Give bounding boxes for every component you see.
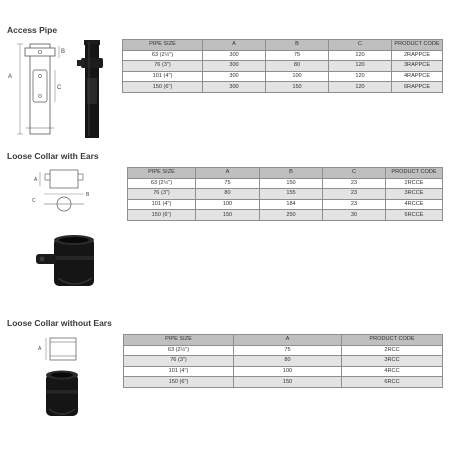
table-cell: 75	[196, 178, 260, 189]
table-row	[123, 61, 443, 72]
access-pipe-product-image	[77, 38, 105, 140]
table-row	[123, 50, 443, 61]
table-cell: 6RCCE	[386, 210, 443, 221]
table-row	[124, 366, 443, 377]
table-cell: 120	[329, 61, 392, 72]
table-row	[124, 356, 443, 367]
col-header: B	[266, 40, 329, 51]
table-cell: 101 (4")	[128, 199, 196, 210]
table-cell: 63 (2½")	[128, 178, 196, 189]
col-header: PRODUCT CODE	[386, 168, 443, 179]
dim-label-b: B	[86, 192, 90, 198]
table-cell: 6RCC	[342, 377, 443, 388]
table-cell: 100	[234, 366, 342, 377]
section-title-loose-collar-with-ears: Loose Collar with Ears	[7, 151, 99, 161]
col-header: A	[234, 335, 342, 346]
table-row	[123, 82, 443, 93]
loose-collar-no-ears-spec-table	[123, 334, 443, 388]
table-cell: 75	[234, 345, 342, 356]
table-cell: 76 (3")	[124, 356, 234, 367]
table-cell: 76 (3")	[123, 61, 203, 72]
section-title-loose-collar-without-ears: Loose Collar without Ears	[7, 318, 112, 328]
access-pipe-spec-table	[122, 39, 443, 93]
table-cell: 120	[329, 71, 392, 82]
table-cell: 150 (6")	[124, 377, 234, 388]
table-cell: 4RAPPCE	[392, 71, 443, 82]
table-cell: 120	[329, 50, 392, 61]
table-cell: 4RCCE	[386, 199, 443, 210]
col-header: C	[329, 40, 392, 51]
col-header: C	[323, 168, 386, 179]
table-row	[128, 199, 443, 210]
dim-label-c: C	[32, 198, 36, 204]
table-cell: 120	[329, 82, 392, 93]
table-cell: 3RCCE	[386, 189, 443, 200]
table-row	[123, 71, 443, 82]
table-cell: 100	[266, 71, 329, 82]
table-cell: 300	[203, 82, 266, 93]
dim-label-a: A	[38, 346, 42, 352]
table-row	[124, 377, 443, 388]
table-cell: 300	[203, 61, 266, 72]
table-cell: 101 (4")	[124, 366, 234, 377]
dim-label-b: B	[61, 49, 66, 55]
dim-label-c: C	[57, 85, 62, 91]
col-header: B	[260, 168, 323, 179]
table-cell: 23	[323, 178, 386, 189]
table-cell: 100	[196, 199, 260, 210]
table-cell: 75	[266, 50, 329, 61]
table-row	[128, 178, 443, 189]
loose-collar-ears-product-image	[32, 232, 102, 294]
table-cell: 63 (2½")	[123, 50, 203, 61]
table-cell: 3RAPPCE	[392, 61, 443, 72]
table-cell: 76 (3")	[128, 189, 196, 200]
table-cell: 150	[196, 210, 260, 221]
loose-collar-no-ears-product-image	[42, 368, 82, 420]
access-pipe-diagram	[6, 40, 72, 140]
dim-label-a: A	[8, 74, 13, 80]
table-cell: 150	[266, 82, 329, 93]
table-header-row	[128, 168, 443, 179]
table-cell: 23	[323, 189, 386, 200]
col-header: PIPE SIZE	[124, 335, 234, 346]
col-header: PRODUCT CODE	[342, 335, 443, 346]
loose-collar-no-ears-diagram	[36, 334, 80, 364]
table-cell: 23	[323, 199, 386, 210]
table-header-row	[124, 335, 443, 346]
table-cell: 4RCC	[342, 366, 443, 377]
table-header-row	[123, 40, 443, 51]
section-title-access-pipe: Access Pipe	[7, 25, 58, 35]
dim-label-a: A	[34, 177, 38, 183]
table-cell: 80	[234, 356, 342, 367]
table-cell: 300	[203, 71, 266, 82]
table-cell: 2RAPPCE	[392, 50, 443, 61]
table-cell: 250	[260, 210, 323, 221]
table-cell: 300	[203, 50, 266, 61]
table-cell: 30	[323, 210, 386, 221]
table-cell: 2RCC	[342, 345, 443, 356]
table-cell: 150 (6")	[128, 210, 196, 221]
table-cell: 80	[196, 189, 260, 200]
table-cell: 80	[266, 61, 329, 72]
table-row	[128, 210, 443, 221]
table-cell: 3RCC	[342, 356, 443, 367]
table-row	[128, 189, 443, 200]
loose-collar-ears-diagram	[30, 166, 96, 212]
table-cell: 2RCCE	[386, 178, 443, 189]
table-cell: 155	[260, 189, 323, 200]
table-cell: 184	[260, 199, 323, 210]
table-cell: 150	[234, 377, 342, 388]
table-row	[124, 345, 443, 356]
col-header: PRODUCT CODE	[392, 40, 443, 51]
col-header: A	[203, 40, 266, 51]
table-cell: 101 (4")	[123, 71, 203, 82]
loose-collar-ears-spec-table	[127, 167, 443, 221]
col-header: PIPE SIZE	[123, 40, 203, 51]
table-cell: 150 (6")	[123, 82, 203, 93]
table-cell: 63 (2½")	[124, 345, 234, 356]
table-cell: 6RAPPCE	[392, 82, 443, 93]
col-header: PIPE SIZE	[128, 168, 196, 179]
col-header: A	[196, 168, 260, 179]
table-cell: 150	[260, 178, 323, 189]
